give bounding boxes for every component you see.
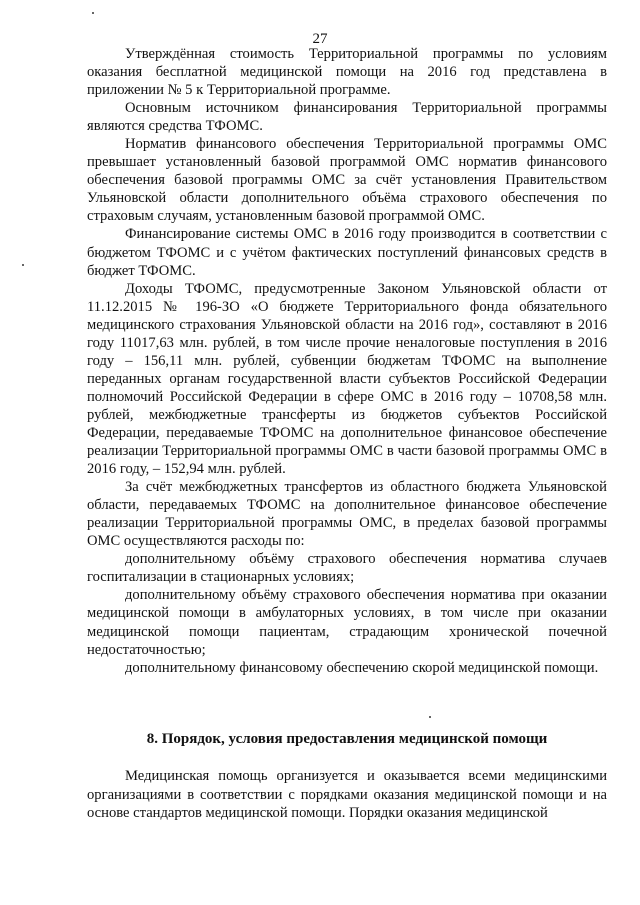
list-paragraph: дополнительному финансовому обеспечению скорой медицинской помощи. — [125, 659, 599, 676]
body-text — [87, 45, 607, 677]
section-heading: 8. Порядок, условия предоставления медицинской помощи — [146, 731, 548, 747]
paragraph: Доходы ТФОМС, предусмотренные Законом Ульяновской области от 11.12.2015 № 196-ЗО «О бюджете Территориального фонда обязательного медицинского страхования Ульяновской области на 2016 год», составляют в 2016 году 11017,63 млн. рублей, в том числе прочие неналоговые поступления в 2016 году – 156,11 млн. рублей, субвенции бюджетам ТФОМС на выполнение переданных органам государственной власти субъектов Российской Федерации полномочий Российской Федерации в сфере ОМС в 2016 году – 10708,58 млн. рублей, межбюджетные трансферты из бюджетов субъектов Российской Федерации, передаваемые ТФОМС на дополнительное финансовое обеспечение реализации Территориальной программы ОМС в части базовой программы ОМС в 2016 году, – 152,94 млн. рублей. — [87, 280, 607, 478]
list-paragraph: дополнительному объёму страхового обеспечения норматива при оказании медицинской помощи в амбулаторных условиях, в том числе при оказании медицинской помощи пациентам, страдающим хронической почечной недостаточностью; — [87, 587, 607, 658]
page-number: 27 — [312, 31, 328, 47]
paragraph: За счёт межбюджетных трансфертов из областного бюджета Ульяновской области, передаваемых ТФОМС на дополнительное финансовое обеспечение реализации Территориальной программы ОМС, в пределах базовой программы ОМС осуществляются расходы по: — [87, 479, 607, 550]
scan-speck — [22, 264, 24, 266]
scan-speck — [92, 12, 94, 14]
paragraph: Утверждённая стоимость Территориальной программы по условиям оказания бесплатной медицинской помощи на 2016 год представлена в приложении № 5 к Территориальной программе. — [87, 46, 607, 99]
paragraph: Основным источником финансирования Территориальной программы являются средства ТФОМС. — [87, 100, 607, 135]
scan-speck — [429, 716, 431, 718]
paragraph: Медицинская помощь организуется и оказывается всеми медицинскими организациями в соответствии с порядками оказания медицинской помощи и на основе стандартов медицинской помощи. Порядки оказания медицинской — [87, 768, 607, 821]
tail-text — [87, 767, 607, 823]
paragraph: Норматив финансового обеспечения Территориальной программы ОМС превышает установленный базовой программой ОМС норматив финансового обеспечения базовой программы ОМС за счёт установления Правительством Ульяновской области дополнительного объёма страхового обеспечения по страховым случаям, установленным базовой программой ОМС. — [87, 136, 607, 225]
list-paragraph: дополнительному объёму страхового обеспечения норматива случаев госпитализации в стационарных условиях; — [87, 551, 607, 586]
paragraph: Финансирование системы ОМС в 2016 году производится в соответствии с бюджетом ТФОМС и с учётом фактических поступлений финансовых средств в бюджет ТФОМС. — [87, 226, 607, 279]
